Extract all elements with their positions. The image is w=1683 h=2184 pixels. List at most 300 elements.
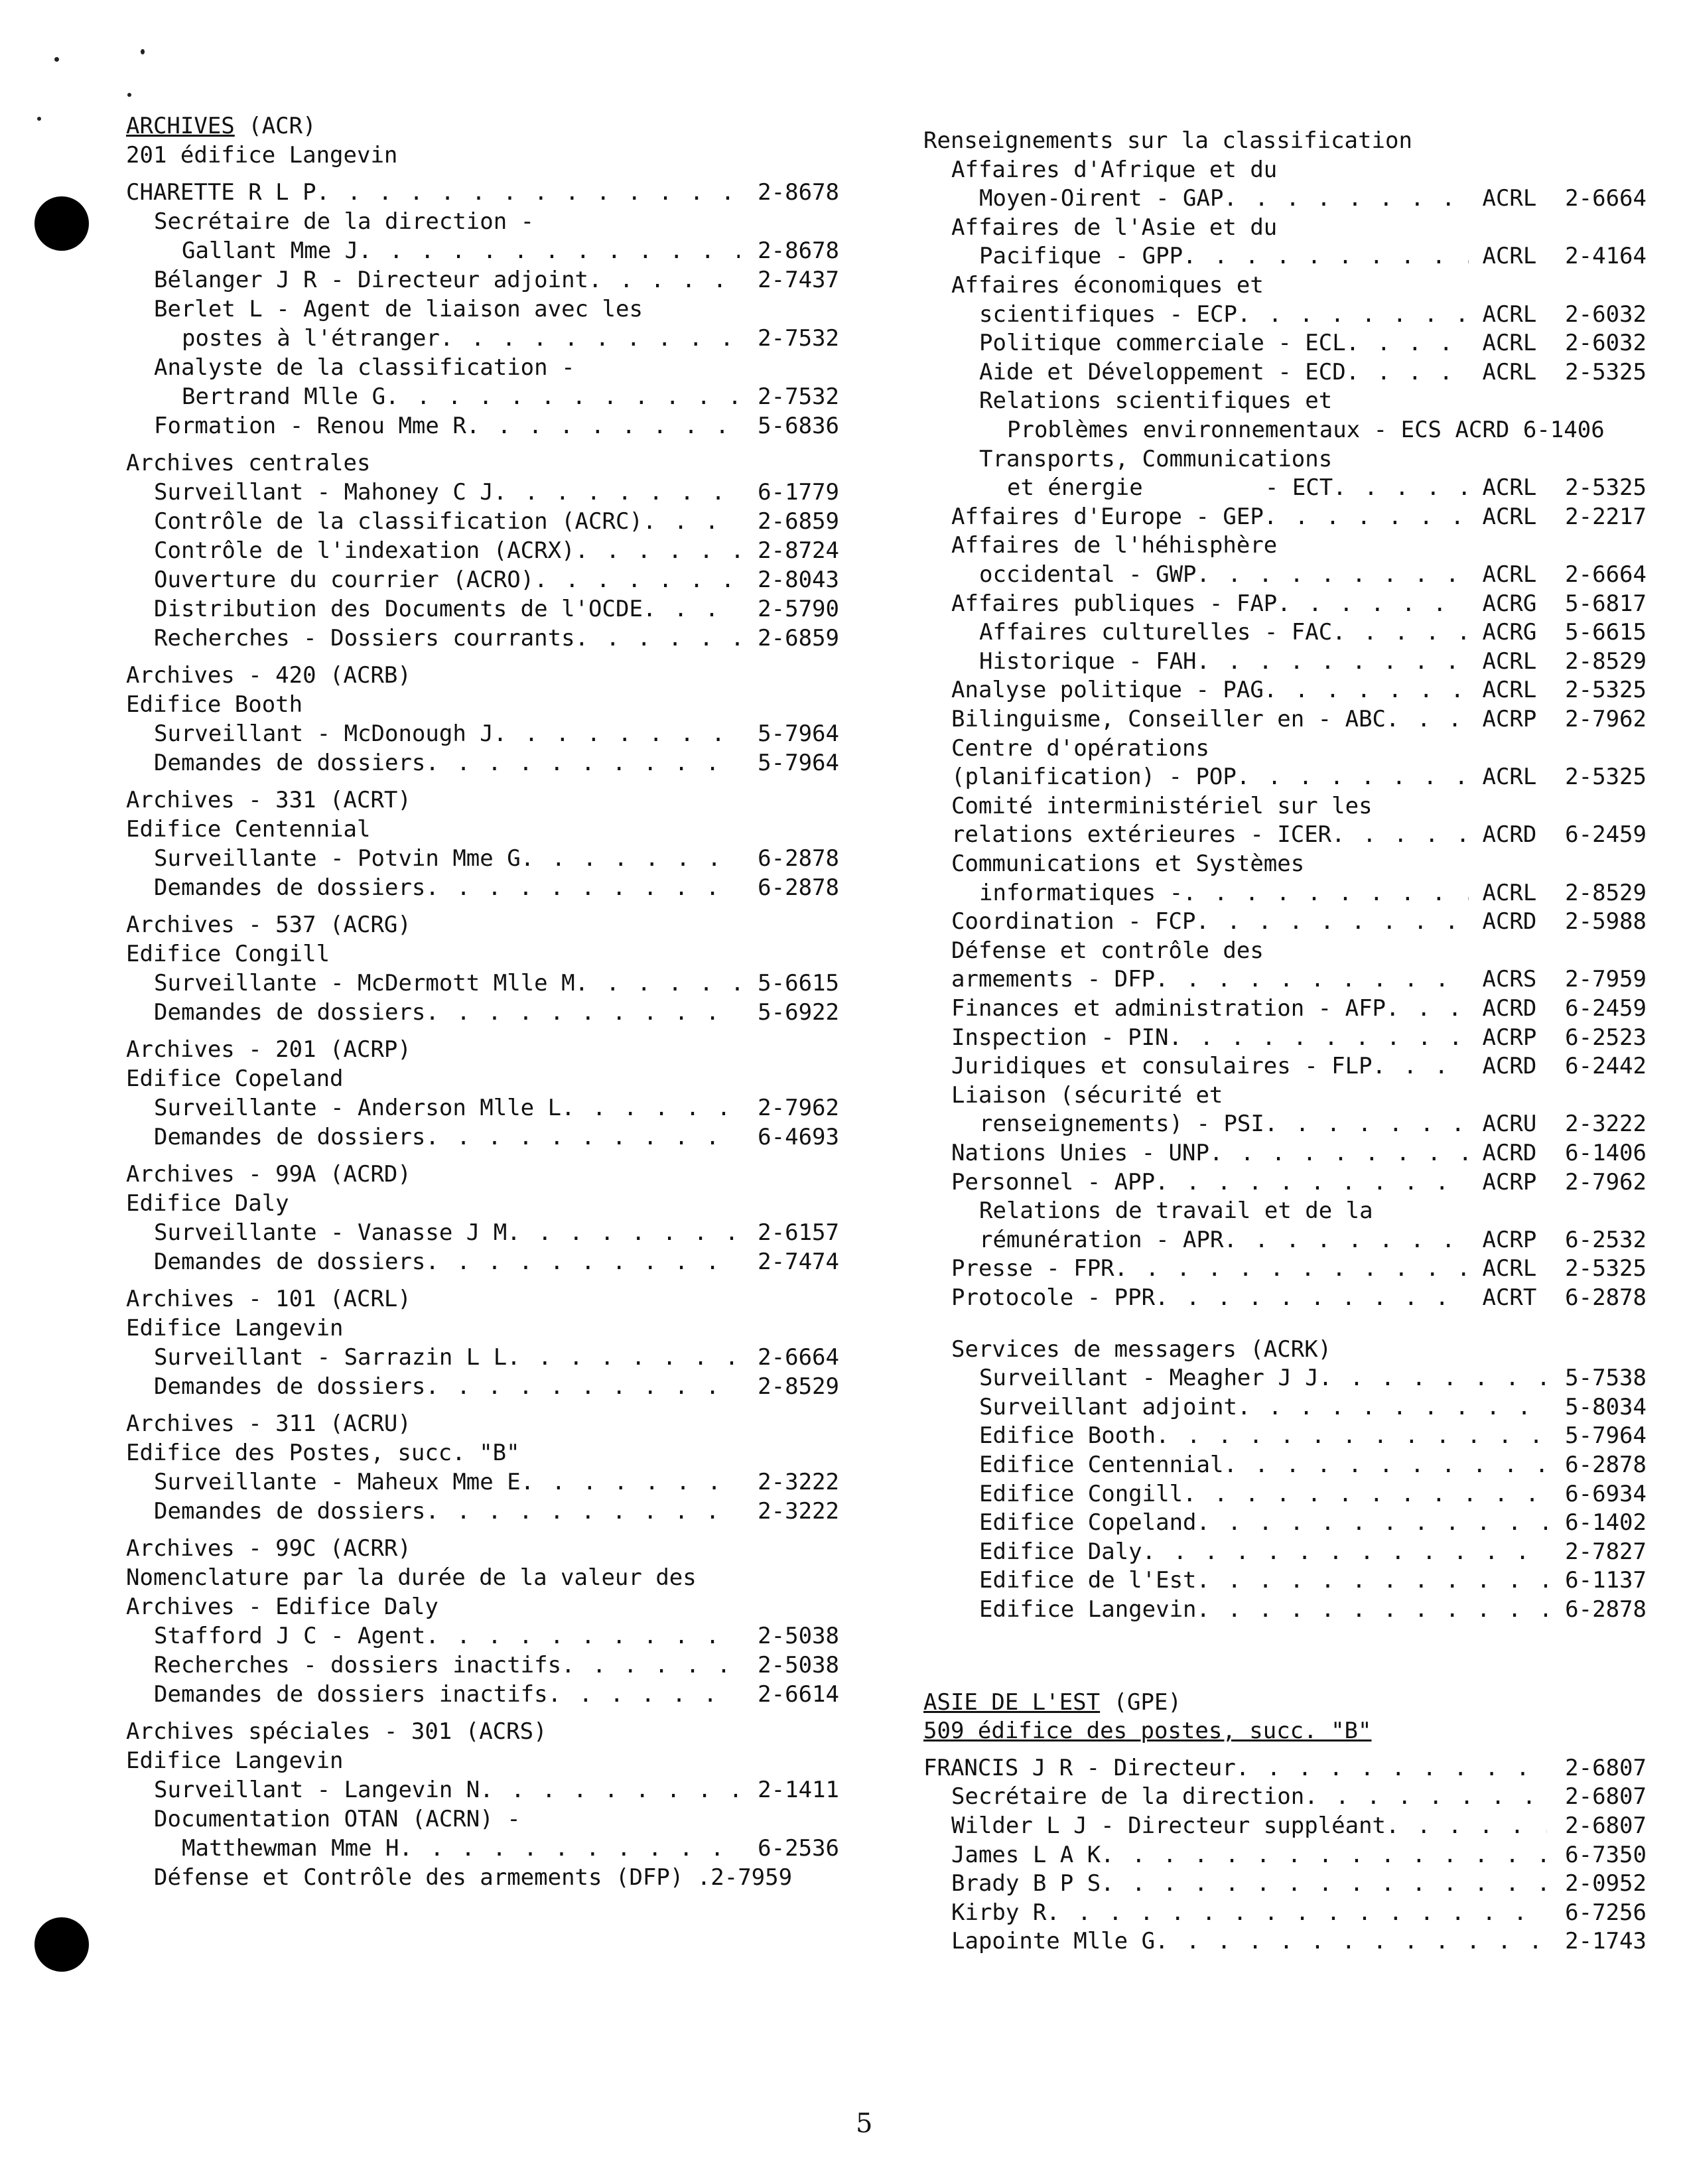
dot-leader — [425, 1497, 740, 1526]
entry-label: Archives - 99C (ACRR) — [126, 1535, 411, 1562]
entry-phone-number: 2-7962 — [758, 1095, 839, 1121]
dot-leader — [316, 178, 740, 207]
entry-phone-number: 2-5325 — [1565, 764, 1647, 791]
entry-label: Wilder L J - Directeur suppléant — [951, 1812, 1386, 1839]
entry-phone-number: 2-7962 — [1565, 706, 1647, 732]
section-code: (ACR) — [234, 113, 316, 139]
dot-leader — [575, 536, 740, 565]
entry-label: Centre d'opérations — [951, 734, 1209, 762]
entry-phone-number: 5-6817 — [1565, 590, 1647, 617]
entry-label: Edifice Congill — [126, 941, 330, 967]
entry-phone-number: 5-6615 — [758, 970, 839, 996]
entry-label: Surveillante - Potvin Mme G — [154, 845, 521, 872]
directory-entry — [979, 1225, 1647, 1255]
entry-label: Surveillante - Maheux Mme E — [154, 1469, 521, 1495]
entry-office-code: ACRP — [1469, 1024, 1537, 1051]
entry-office-code: ACRT — [1469, 1284, 1537, 1311]
directory-entry — [126, 1563, 697, 1592]
directory-entry — [154, 295, 643, 324]
directory-entry — [951, 213, 1277, 242]
entry-label: Berlet L - Agent de liaison avec les — [154, 296, 643, 322]
entry-label: Défense et Contrôle des armements (DFP) .2-7959 — [154, 1864, 793, 1891]
entry-label: Surveillant - Langevin N — [154, 1777, 480, 1803]
directory-entry — [154, 1218, 839, 1247]
entry-label: Archives - 311 (ACRU) — [126, 1410, 411, 1437]
directory-entry — [154, 1863, 792, 1892]
entry-label: Gallant Mme J — [182, 238, 359, 264]
directory-entry — [154, 719, 839, 748]
entry-office-code: ACRU — [1469, 1111, 1537, 1138]
entry-label: Affaires de l'Asie et du — [951, 214, 1278, 241]
entry-label: Brady B P S — [951, 1870, 1101, 1897]
entry-phone-number: 6-2442 — [1565, 1053, 1647, 1080]
directory-entry — [951, 1052, 1647, 1081]
directory-entry — [923, 126, 1412, 155]
entry-label: armements - DFP — [951, 966, 1156, 993]
entry-label: Nomenclature par la durée de la valeur des — [126, 1564, 697, 1591]
entry-phone-number: 6-2459 — [1565, 821, 1647, 849]
entry-phone-number: 6-2878 — [1565, 1596, 1647, 1623]
punch-hole-top — [34, 196, 89, 251]
directory-entry — [979, 1421, 1647, 1450]
directory-entry — [923, 1753, 1647, 1783]
entry-label: Recherches - dossiers inactifs — [154, 1652, 562, 1678]
entry-label: informatiques - — [979, 879, 1183, 906]
directory-entry — [951, 762, 1647, 791]
directory-entry — [951, 531, 1277, 560]
entry-phone-number: 6-2459 — [1565, 995, 1647, 1022]
entry-phone-number: 2-5325 — [1565, 358, 1647, 385]
entry-label: Edifice Copeland — [979, 1509, 1197, 1536]
directory-entry — [951, 705, 1647, 734]
entry-label: Archives - 99A (ACRD) — [126, 1161, 411, 1188]
dot-leader — [507, 1218, 740, 1247]
entry-label: Surveillant - Meagher J J — [979, 1365, 1319, 1392]
directory-entry — [154, 1093, 839, 1123]
dot-leader — [1346, 328, 1469, 358]
entry-label: Surveillante - Anderson Mlle L — [154, 1095, 562, 1121]
directory-entry — [154, 1343, 839, 1372]
entry-phone-number: 2-7532 — [758, 383, 839, 410]
directory-entry — [951, 1023, 1647, 1052]
entry-label: 201 édifice Langevin — [126, 142, 398, 169]
entry-label: et énergie - ECT — [1007, 474, 1333, 502]
directory-entry — [126, 1314, 344, 1343]
entry-phone-number: 2-6614 — [758, 1681, 839, 1708]
directory-entry — [951, 1782, 1647, 1811]
entry-label: Edifice de l'Est — [979, 1567, 1197, 1594]
entry-label: Renseignements sur la classification — [923, 127, 1412, 154]
directory-entry — [951, 589, 1647, 618]
entry-phone-number: 2-6807 — [1565, 1812, 1647, 1839]
entry-label: Edifice Daly — [979, 1538, 1142, 1565]
directory-entry — [126, 1064, 344, 1093]
directory-entry — [979, 560, 1647, 589]
entry-phone-number: 2-6664 — [758, 1344, 839, 1371]
entry-label: Edifice Booth — [979, 1422, 1156, 1450]
directory-entry — [126, 1534, 411, 1563]
entry-phone-number: 2-6859 — [758, 625, 839, 651]
dot-leader — [494, 719, 740, 748]
directory-entry — [951, 1898, 1647, 1927]
entry-label: Communications et Systèmes — [951, 851, 1305, 877]
entry-phone-number: 2-5988 — [1565, 908, 1647, 935]
directory-entry — [979, 618, 1647, 647]
directory-entry — [182, 236, 839, 265]
entry-label: Distribution des Documents de l'OCDE — [154, 596, 643, 622]
dot-leader — [1236, 1753, 1547, 1783]
entry-office-code: ACRL — [1469, 764, 1537, 791]
dot-leader — [1155, 1283, 1469, 1312]
entry-label: Problèmes environnementaux - ECS ACRD 6-1406 — [1007, 417, 1605, 443]
dot-leader — [643, 594, 740, 624]
dot-leader — [1197, 1595, 1547, 1624]
directory-entry — [979, 328, 1647, 358]
entry-office-code: ACRD — [1469, 908, 1537, 935]
directory-entry — [923, 1716, 1372, 1745]
dot-leader — [1155, 965, 1469, 994]
entry-label: Demandes de dossiers inactifs — [154, 1681, 548, 1708]
directory-entry — [154, 844, 839, 873]
dot-leader — [425, 998, 740, 1027]
entry-office-code: ACRG — [1469, 590, 1537, 617]
entry-label: Nations Unies - UNP — [951, 1140, 1209, 1166]
directory-entry — [979, 1508, 1647, 1537]
speck — [141, 49, 145, 54]
directory-entry — [951, 849, 1304, 878]
entry-label: Pacifique - GPP — [979, 243, 1183, 270]
directory-entry — [951, 502, 1647, 531]
entry-label: Surveillant - Sarrazin L L — [154, 1344, 507, 1371]
entry-phone-number: 2-7532 — [758, 325, 839, 352]
entry-phone-number: 2-6032 — [1565, 330, 1647, 357]
entry-phone-number: 5-6922 — [758, 999, 839, 1026]
directory-entry — [951, 1168, 1647, 1197]
entry-phone-number: 2-8529 — [1565, 648, 1647, 675]
entry-label: Politique commerciale - ECL — [979, 330, 1346, 357]
directory-entry — [951, 994, 1647, 1023]
directory-entry — [154, 1680, 839, 1709]
directory-entry — [126, 1284, 411, 1314]
entry-label: Aide et Développement - ECD — [979, 358, 1346, 385]
dot-leader — [521, 844, 740, 873]
entry-label: Edifice Copeland — [126, 1065, 344, 1092]
directory-entry — [126, 1717, 547, 1746]
entry-label: Affaires d'Afrique et du — [951, 156, 1278, 183]
directory-entry — [951, 1927, 1647, 1956]
entry-phone-number: 6-2878 — [1565, 1452, 1647, 1478]
entry-phone-number: 2-6664 — [1565, 561, 1647, 588]
dot-leader — [1197, 560, 1469, 589]
dot-leader — [1046, 1898, 1547, 1927]
directory-entry — [126, 111, 316, 141]
entry-office-code: ACRL — [1469, 648, 1537, 675]
entry-label: occidental - GWP — [979, 561, 1197, 588]
entry-office-code: ACRD — [1469, 1140, 1537, 1166]
speck — [54, 57, 59, 62]
directory-entry — [979, 1537, 1647, 1566]
entry-phone-number: 2-3222 — [1565, 1111, 1647, 1138]
entry-office-code: ACRS — [1469, 966, 1537, 993]
speck — [127, 93, 131, 97]
entry-label: Finances et administration - AFP — [951, 995, 1386, 1022]
entry-label: Surveillant - Mahoney C J — [154, 479, 494, 506]
directory-entry — [154, 478, 839, 507]
entry-label: Surveillante - McDermott Mlle M — [154, 970, 575, 996]
entry-label: Edifice Centennial — [126, 816, 371, 843]
entry-label: Archives - 331 (ACRT) — [126, 787, 411, 813]
entry-label: Edifice Daly — [126, 1190, 289, 1217]
directory-entry — [979, 1479, 1647, 1509]
entry-phone-number: 2-5325 — [1565, 1255, 1647, 1282]
directory-entry — [126, 178, 839, 207]
entry-label: Analyse politique - PAG — [951, 677, 1264, 704]
section-heading: ARCHIVES — [126, 113, 235, 139]
entry-phone-number: 5-7538 — [1565, 1365, 1647, 1392]
entry-label: Archives - 201 (ACRP) — [126, 1036, 411, 1063]
entry-phone-number: 2-7962 — [1565, 1168, 1647, 1195]
entry-label: Comité interministériel sur les — [951, 792, 1373, 819]
dot-leader — [425, 1247, 740, 1276]
entry-label: James L A K — [951, 1841, 1101, 1868]
dot-leader — [1156, 1421, 1547, 1450]
entry-phone-number: 2-5038 — [758, 1623, 839, 1649]
directory-entry — [126, 448, 370, 478]
entry-phone-number: 6-1402 — [1565, 1509, 1647, 1536]
dot-leader — [1237, 300, 1469, 329]
dot-leader — [1346, 358, 1469, 387]
entry-phone-number: 5-6615 — [1565, 619, 1647, 646]
directory-entry — [923, 1688, 1181, 1717]
dot-leader — [425, 1123, 740, 1152]
directory-entry — [951, 1138, 1647, 1168]
entry-phone-number: 6-1137 — [1565, 1567, 1647, 1594]
directory-entry — [951, 907, 1647, 936]
entry-label: Edifice des Postes, succ. "B" — [126, 1440, 520, 1466]
entry-phone-number: 2-7959 — [1565, 966, 1647, 993]
entry-phone-number: 6-4693 — [758, 1124, 839, 1150]
entry-label: Edifice Centennial — [979, 1452, 1224, 1478]
directory-entry — [126, 785, 411, 815]
entry-phone-number: 2-3222 — [758, 1498, 839, 1525]
dot-leader — [1183, 241, 1469, 271]
entry-phone-number: 2-5325 — [1565, 474, 1647, 502]
directory-entry — [951, 1254, 1647, 1283]
entry-label: relations extérieures - ICER — [951, 821, 1332, 849]
dot-leader — [425, 1372, 740, 1401]
entry-label: Analyste de la classification - — [154, 354, 575, 381]
dot-leader — [1373, 1052, 1469, 1081]
directory-entry — [154, 1621, 839, 1651]
dot-leader — [399, 1834, 740, 1863]
entry-label: renseignements) - PSI — [979, 1111, 1264, 1138]
entry-label: Lapointe Mlle G — [951, 1928, 1156, 1955]
dot-leader — [1237, 1393, 1547, 1422]
speck — [37, 117, 41, 121]
entry-label: Archives centrales — [126, 450, 371, 476]
dot-leader — [385, 382, 740, 411]
directory-entry — [979, 184, 1647, 213]
entry-office-code: ACRL — [1469, 474, 1537, 502]
entry-label: CHARETTE R L P — [126, 179, 316, 206]
page-number: 5 — [856, 2108, 873, 2139]
directory-entry — [979, 1196, 1373, 1225]
entry-phone-number: 6-6934 — [1565, 1480, 1647, 1507]
directory-entry — [1007, 473, 1647, 502]
entry-phone-number: 5-7964 — [758, 720, 839, 747]
entry-label: Inspection - PIN — [951, 1024, 1169, 1051]
dot-leader — [1264, 675, 1469, 705]
dot-leader — [1101, 1869, 1547, 1898]
directory-entry — [154, 969, 839, 998]
entry-label: Demandes de dossiers — [154, 1124, 426, 1150]
dot-leader — [1223, 1450, 1547, 1479]
directory-entry — [951, 271, 1264, 300]
directory-entry — [951, 1283, 1647, 1312]
entry-phone-number: 5-7964 — [1565, 1422, 1647, 1450]
entry-office-code: ACRG — [1469, 619, 1537, 646]
directory-entry — [154, 565, 839, 594]
entry-phone-number: 2-7827 — [1565, 1538, 1647, 1565]
directory-entry — [979, 878, 1647, 908]
entry-phone-number: 2-2217 — [1565, 503, 1647, 530]
directory-entry — [154, 594, 839, 624]
dot-leader — [1319, 1363, 1547, 1393]
directory-entry — [126, 1189, 289, 1218]
dot-leader — [1195, 907, 1469, 936]
dot-leader — [507, 1343, 740, 1372]
entry-label: Formation - Renou Mme R — [154, 413, 466, 439]
entry-label: Personnel - APP — [951, 1168, 1156, 1195]
entry-label: Surveillant adjoint — [979, 1393, 1237, 1420]
entry-office-code: ACRL — [1469, 1255, 1537, 1282]
directory-entry — [182, 1834, 839, 1863]
entry-label: Demandes de dossiers — [154, 874, 426, 901]
directory-entry — [154, 507, 839, 536]
entry-label: Edifice Langevin — [979, 1596, 1197, 1623]
entry-phone-number: 2-5325 — [1565, 677, 1647, 704]
entry-label: Edifice Langevin — [126, 1315, 344, 1341]
directory-entry — [154, 1372, 839, 1401]
dot-leader — [1264, 502, 1469, 531]
dot-leader — [1183, 1479, 1547, 1509]
dot-leader — [1264, 1109, 1469, 1138]
entry-phone-number: 2-4164 — [1565, 243, 1647, 270]
directory-entry — [154, 1123, 839, 1152]
directory-entry — [154, 1805, 521, 1834]
entry-phone-number: 2-6032 — [1565, 301, 1647, 328]
directory-entry — [154, 748, 839, 778]
directory-entry — [979, 1566, 1647, 1595]
directory-entry — [979, 1109, 1647, 1138]
entry-label: Edifice Langevin — [126, 1747, 344, 1774]
directory-entry — [951, 1869, 1647, 1898]
entry-label: Archives - 537 (ACRG) — [126, 912, 411, 938]
entry-phone-number: 2-6157 — [758, 1219, 839, 1246]
directory-entry — [126, 910, 411, 939]
entry-label: rémunération - APR — [979, 1226, 1224, 1253]
dot-leader — [1277, 589, 1469, 618]
dot-leader — [480, 1775, 740, 1805]
dot-leader — [1197, 647, 1469, 676]
entry-label: Moyen-Oirent - GAP — [979, 185, 1224, 212]
directory-entry — [979, 1595, 1647, 1624]
entry-office-code: ACRP — [1469, 1168, 1537, 1195]
entry-phone-number: 6-7256 — [1565, 1899, 1647, 1926]
directory-entry — [154, 1247, 839, 1276]
directory-entry — [126, 1160, 411, 1189]
entry-label: Contrôle de la classification (ACRC) — [154, 508, 643, 535]
entry-phone-number: 2-6664 — [1565, 185, 1647, 212]
entry-office-code: ACRL — [1469, 301, 1537, 328]
dot-leader — [1169, 1023, 1469, 1052]
entry-label: Bilinguisme, Conseiller en - ABC — [951, 706, 1386, 732]
entry-label: Affaires culturelles - FAC — [979, 619, 1333, 646]
entry-label: Edifice Congill — [979, 1480, 1183, 1507]
entry-phone-number: 5-7964 — [758, 750, 839, 776]
entry-label: Kirby R — [951, 1899, 1047, 1926]
entry-label: (planification) - POP — [951, 764, 1237, 791]
directory-entry — [979, 1363, 1647, 1393]
entry-label: Affaires économiques et — [951, 272, 1264, 299]
section-code: (GPE) — [1100, 1688, 1181, 1716]
entry-phone-number: 2-1743 — [1565, 1928, 1647, 1955]
entry-label: Services de messagers (ACRK) — [951, 1335, 1332, 1363]
entry-phone-number: 2-7437 — [758, 267, 839, 293]
directory-entry — [126, 141, 397, 170]
entry-phone-number: 2-5790 — [758, 596, 839, 622]
entry-label: Stafford J C - Agent — [154, 1623, 426, 1649]
dot-leader — [1101, 1840, 1547, 1870]
entry-phone-number: 2-7474 — [758, 1249, 839, 1275]
dot-leader — [425, 1621, 740, 1651]
dot-leader — [1237, 762, 1469, 791]
entry-phone-number: 6-2523 — [1565, 1024, 1647, 1051]
entry-label: Affaires de l'héhisphère — [951, 532, 1278, 559]
entry-label: Surveillante - Vanasse J M — [154, 1219, 507, 1246]
directory-entry — [182, 382, 839, 411]
entry-label: Presse - FPR — [951, 1255, 1114, 1282]
entry-label: Secrétaire de la direction — [951, 1783, 1305, 1810]
directory-entry — [154, 873, 839, 902]
dot-leader — [1386, 994, 1469, 1023]
directory-entry — [154, 998, 839, 1027]
directory-entry — [951, 155, 1277, 184]
dot-leader — [494, 478, 740, 507]
directory-entry — [951, 965, 1647, 994]
entry-office-code: ACRD — [1469, 1053, 1537, 1080]
entry-label: Contrôle de l'indexation (ACRX) — [154, 537, 575, 564]
entry-phone-number: 6-2878 — [758, 845, 839, 872]
dot-leader — [425, 873, 740, 902]
entry-phone-number: 2-6807 — [1565, 1783, 1647, 1810]
entry-label: Affaires publiques - FAP — [951, 590, 1278, 617]
directory-entry — [154, 411, 839, 441]
directory-entry — [979, 386, 1332, 415]
directory-entry — [126, 690, 303, 719]
directory-entry — [979, 444, 1332, 474]
entry-label: Archives spéciales - 301 (ACRS) — [126, 1718, 547, 1745]
dot-leader — [521, 1467, 740, 1497]
entry-phone-number: 2-8529 — [1565, 879, 1647, 906]
entry-label: FRANCIS J R - Directeur — [923, 1754, 1236, 1781]
dot-leader — [1197, 1508, 1547, 1537]
directory-entry — [951, 820, 1647, 849]
entry-office-code: ACRL — [1469, 879, 1537, 906]
entry-phone-number: 2-8724 — [758, 537, 839, 564]
entry-label: Relations de travail et de la — [979, 1197, 1373, 1225]
dot-leader — [534, 565, 740, 594]
